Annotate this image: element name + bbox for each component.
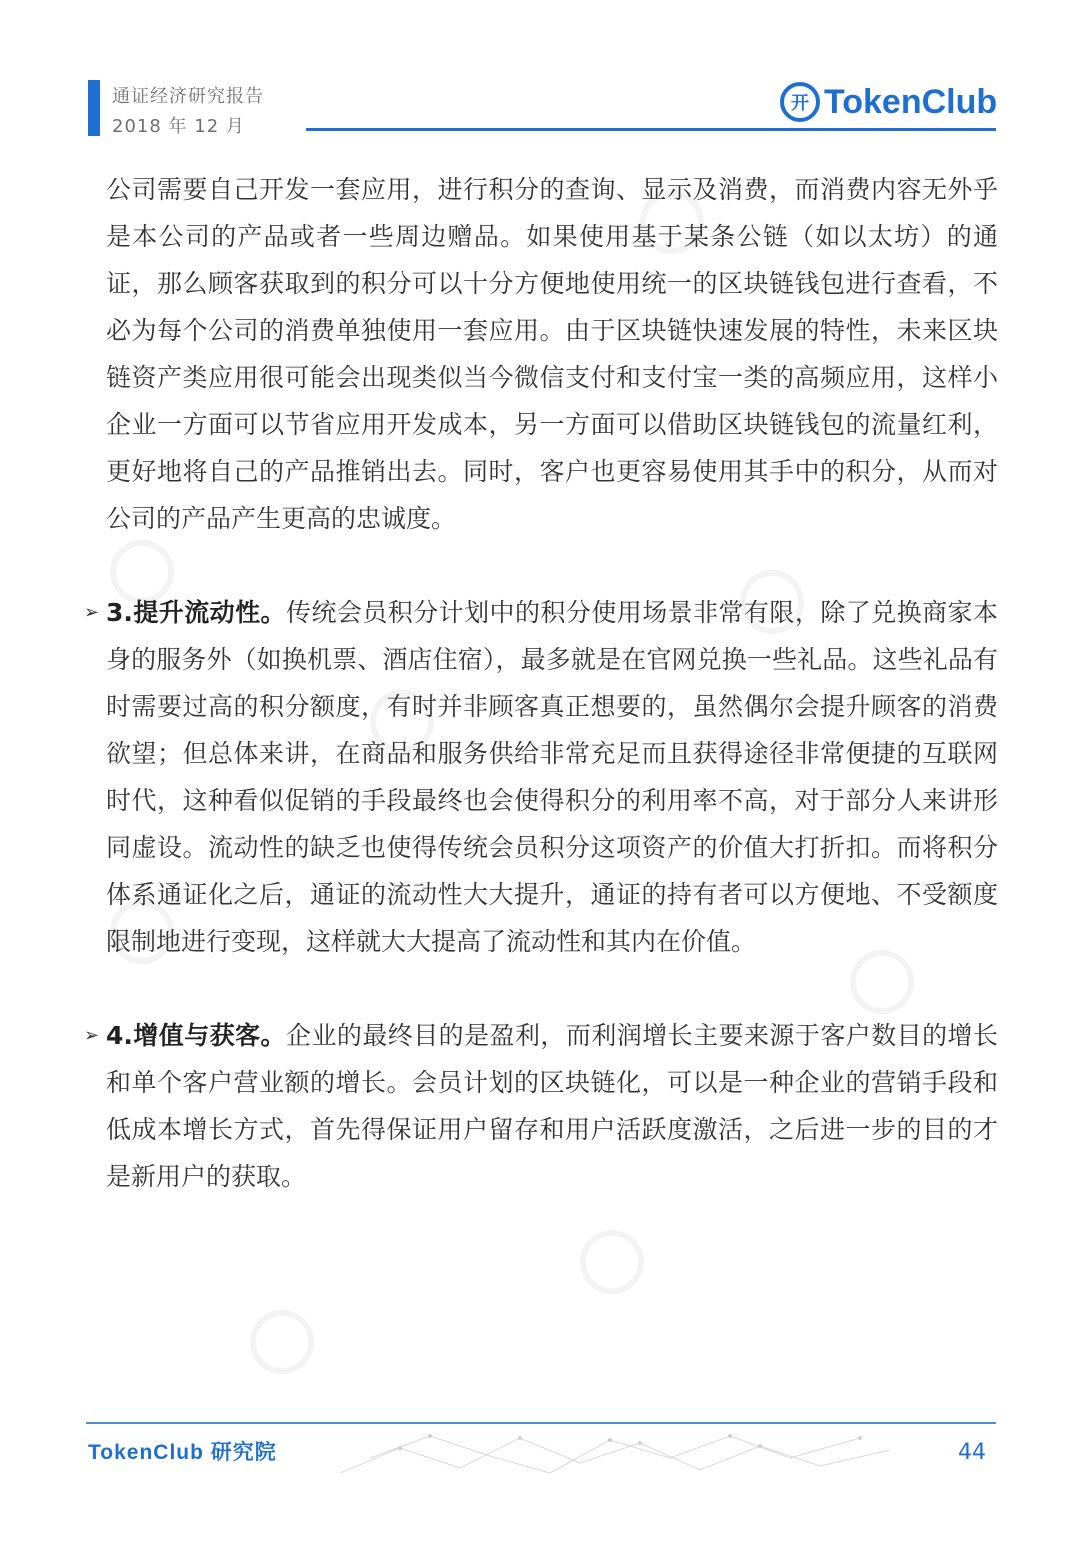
report-date: 2018 年 12 月 (112, 116, 245, 137)
network-decoration (340, 1428, 900, 1478)
bullet-value-acquisition (84, 1012, 998, 1200)
tokenclub-logo (780, 80, 997, 124)
footer-brand: TokenClub 研究院 (88, 1441, 277, 1464)
bullet-heading: 3.提升流动性。 (106, 598, 286, 627)
watermark-logo (241, 1301, 323, 1383)
logo-text: TokenClub (824, 82, 998, 121)
header-divider (306, 128, 996, 131)
bullet-heading: 4.增值与获客。 (106, 1021, 286, 1050)
report-title: 通证经济研究报告 (112, 86, 264, 107)
intro-paragraph: 公司需要自己开发一套应用，进行积分的查询、显示及消费，而消费内容无外乎是本公司的产品或者一些周边赠品。如果使用基于某条公链（如以太坊）的通证，那么顾客获取到的积分可以十分方便地使用统一的区块链钱包进行查看，不必为每个公司的消费单独使用一套应用。由于区块链快速发展的特性，未来区块链资产类应用很可能会出现类似当今微信支付和支付宝一类的高频应用，这样小企业一方面可以节省应用开发成本，另一方面可以借助区块链钱包的流量红利，更好地将自己的产品推销出去。同时，客户也更容易使用其手中的积分，从而对公司的产品产生更高的忠诚度。 (106, 175, 998, 533)
header-accent-bar (88, 80, 100, 136)
arrow-bullet-icon: ➢ (84, 602, 100, 623)
page-number: 44 (958, 1440, 986, 1465)
bullet-text: 传统会员积分计划中的积分使用场景非常有限，除了兑换商家本身的服务外（如换机票、酒店住宿），最多就是在官网兑换一些礼品。这些礼品有时需要过高的积分额度，有时并非顾客真正想要的，虽然偶尔会提升顾客的消费欲望；但总体来讲，在商品和服务供给非常充足而且获得途径非常便捷的互联网时代，这种看似促销的手段最终也会使得积分的利用率不高，对于部分人来讲形同虚设。流动性的缺乏也使得传统会员积分这项资产的价值大打折扣。而将积分体系通证化之后，通证的流动性大大提升，通证的持有者可以方便地、不受额度限制地进行变现，这样就大大提高了流动性和其内在价值。 (106, 598, 998, 956)
tokenclub-logo-icon: 开 (780, 82, 820, 122)
footer-divider (86, 1422, 996, 1424)
document-body (84, 166, 998, 1200)
arrow-bullet-icon: ➢ (84, 1025, 100, 1046)
bullet-liquidity (84, 589, 998, 965)
watermark-logo (571, 1221, 653, 1303)
bullet-text: 企业的最终目的是盈利，而利润增长主要来源于客户数目的增长和单个客户营业额的增长。会员计划的区块链化，可以是一种企业的营销手段和低成本增长方式，首先得保证用户留存和用户活跃度激活，之后进一步的目的才是新用户的获取。 (106, 1021, 998, 1191)
